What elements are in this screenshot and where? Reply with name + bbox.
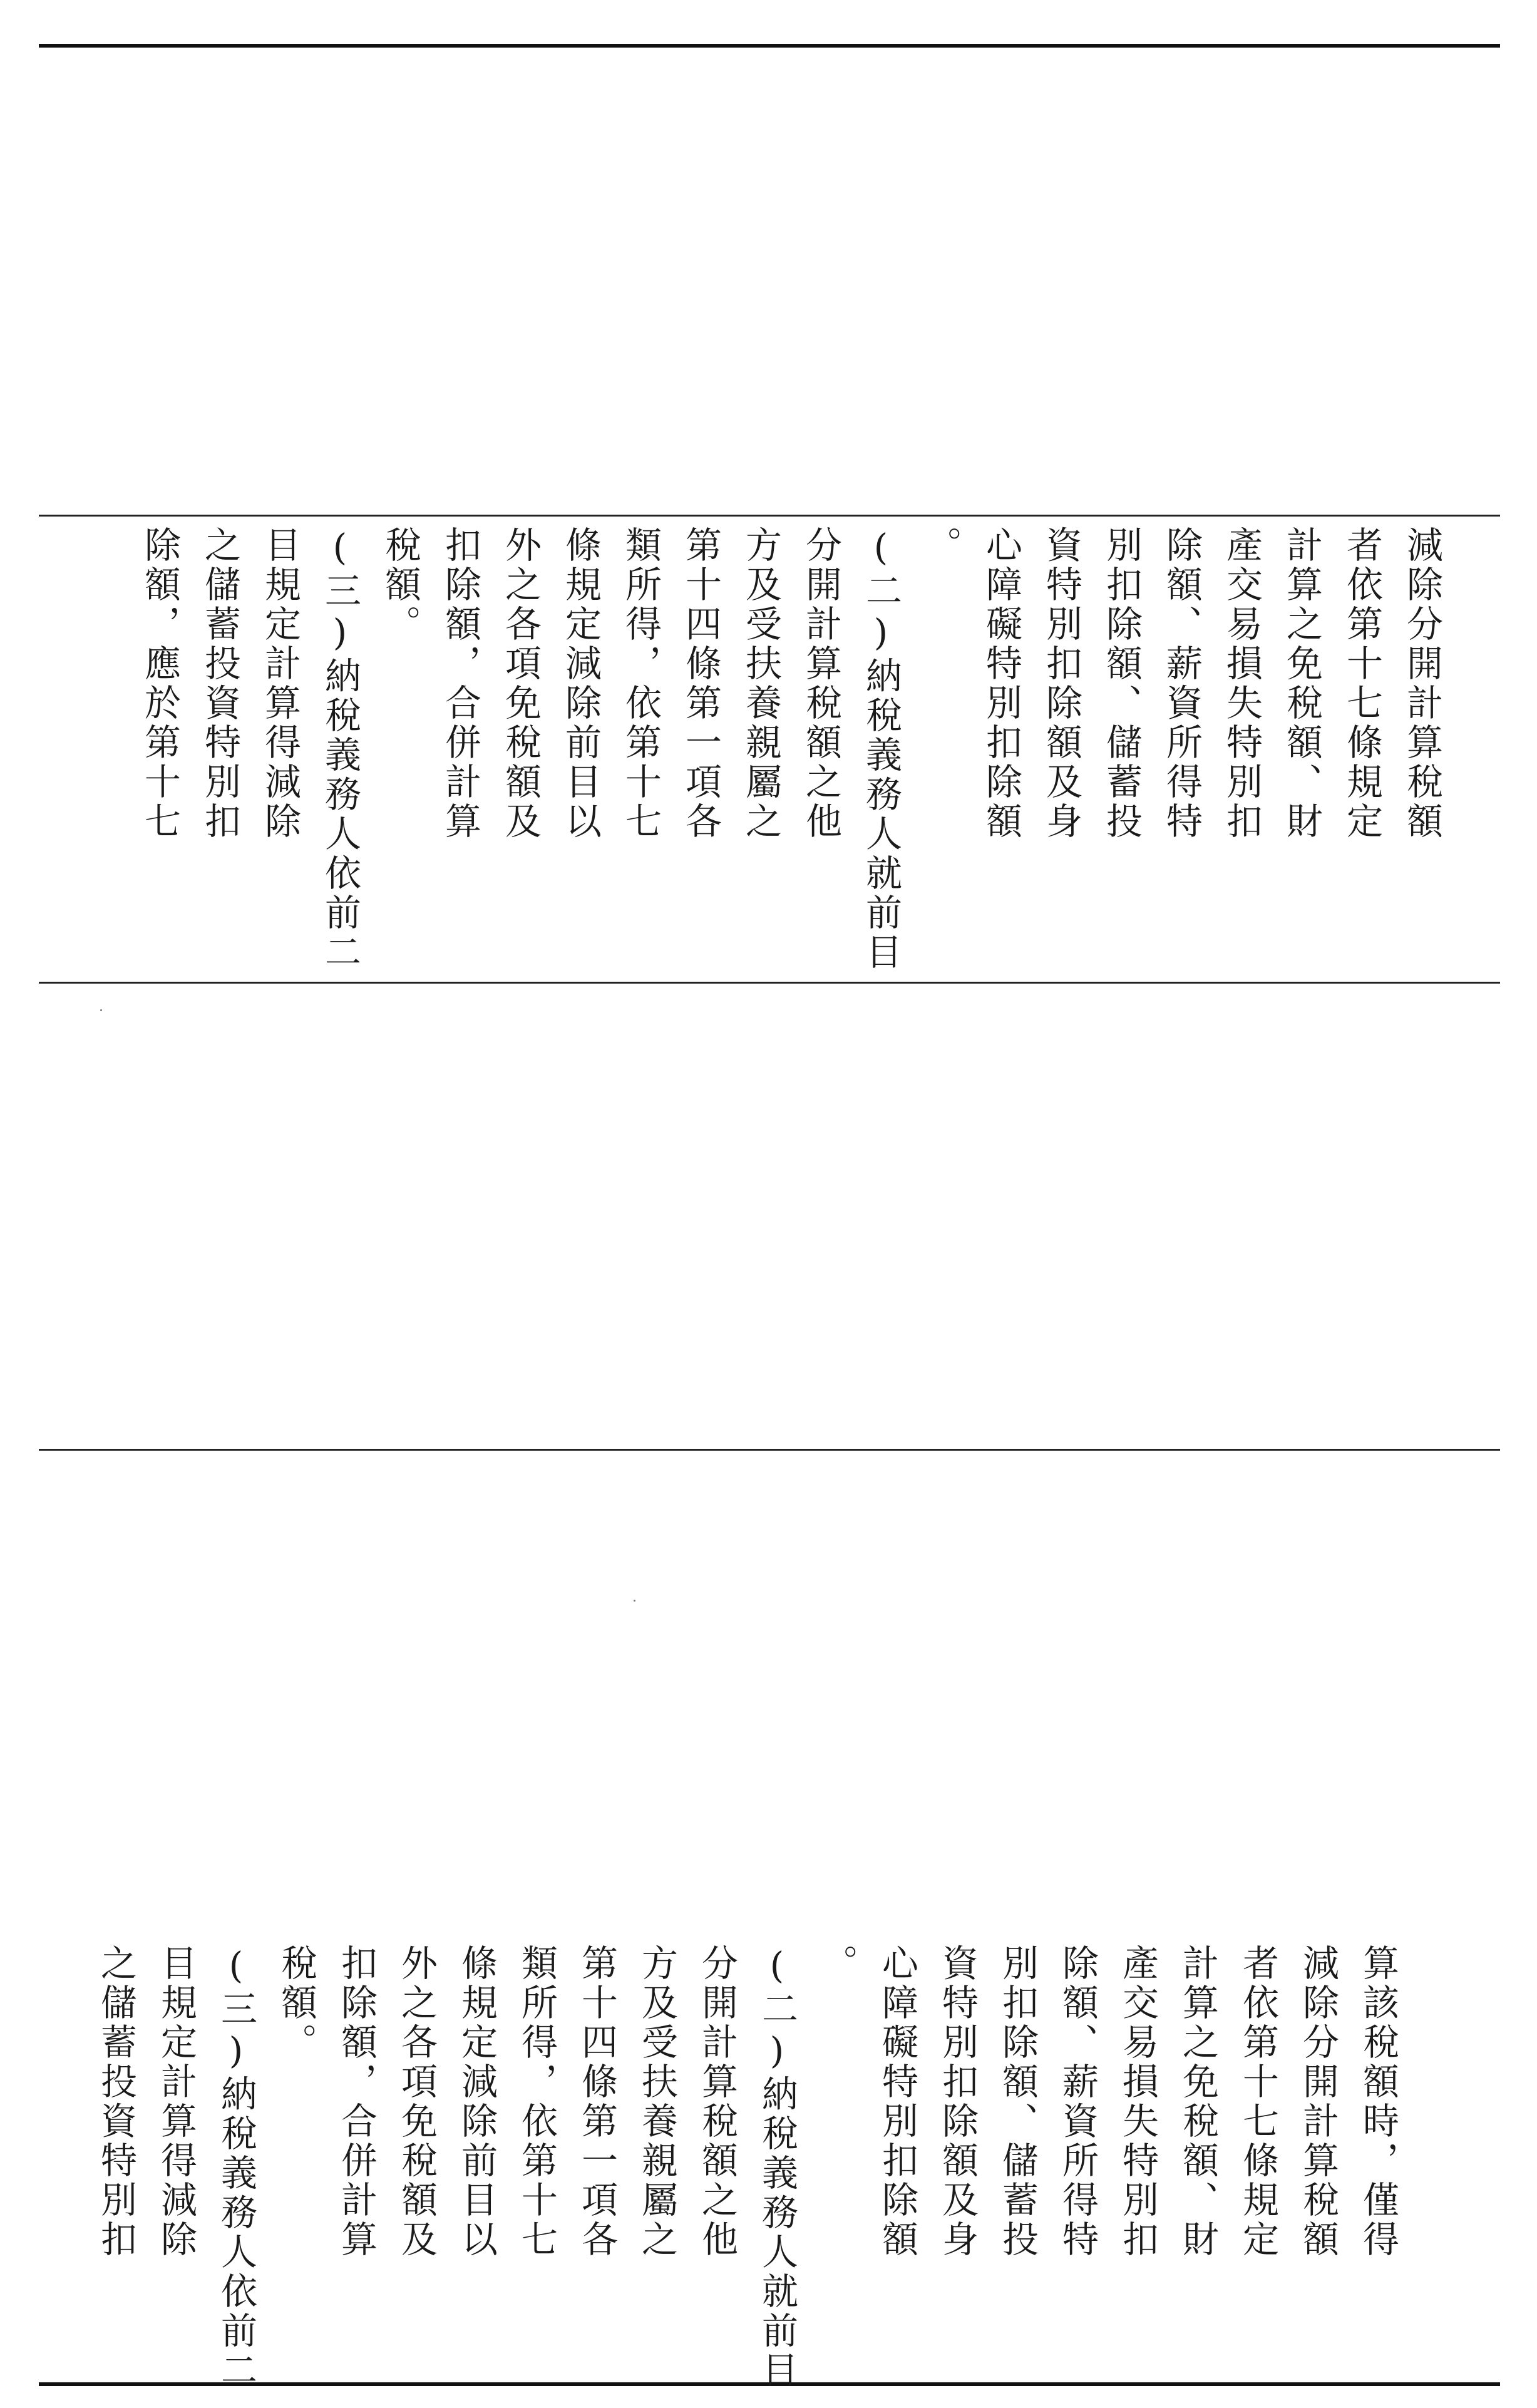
text-line: 別扣除額、儲蓄投 — [996, 1944, 1039, 2260]
text-line: (二)納稅義務人就前目 — [860, 526, 902, 972]
text-line: 之儲蓄投資特別扣 — [198, 526, 241, 841]
text-line: 稅額。 — [379, 526, 421, 644]
text-block-upper — [130, 526, 1452, 972]
text-line: 資特別扣除額及身 — [1040, 526, 1082, 841]
text-line: 。 — [920, 526, 962, 565]
text-line: 資特別扣除額及身 — [936, 1944, 979, 2260]
text-line: 外之各項免稅額及 — [395, 1944, 438, 2260]
text-line: 除額、薪資所得特 — [1160, 526, 1203, 841]
text-line: 目規定計算得減除 — [155, 1944, 197, 2260]
text-line: 稅額。 — [275, 1944, 317, 2062]
text-line: 扣除額，合併計算 — [439, 526, 481, 841]
text-line: 除額、薪資所得特 — [1056, 1944, 1099, 2260]
divider-rule-2 — [39, 982, 1500, 984]
text-line: 減除分開計算稅額 — [1297, 1944, 1339, 2260]
text-line: 分開計算稅額之他 — [799, 526, 842, 841]
text-line: 第十四條第一項各 — [575, 1944, 618, 2260]
text-line: 。 — [816, 1944, 858, 1984]
text-line: 心障礙特別扣除額 — [980, 526, 1022, 841]
text-line: 算該稅額時，僅得 — [1357, 1944, 1399, 2260]
text-line: 者依第十七條規定 — [1236, 1944, 1279, 2260]
text-line: 外之各項免稅額及 — [499, 526, 542, 841]
text-line: 目規定計算得減除 — [259, 526, 301, 841]
text-line: 者依第十七條規定 — [1340, 526, 1383, 841]
text-line: 第十四條第一項各 — [679, 526, 722, 841]
text-line: 產交易損失特別扣 — [1220, 526, 1263, 841]
text-line: 心障礙特別扣除額 — [876, 1944, 918, 2260]
scan-speck — [634, 1600, 635, 1602]
text-line: (三)納稅義務人依前二 — [215, 1944, 257, 2390]
text-line: 類所得，依第十七 — [515, 1944, 558, 2260]
text-line: 別扣除額、儲蓄投 — [1100, 526, 1143, 841]
text-line: 減除分開計算稅額 — [1401, 526, 1443, 841]
text-line: 計算之免稅額、財 — [1280, 526, 1323, 841]
text-line: 扣除額，合併計算 — [335, 1944, 378, 2260]
text-line: 分開計算稅額之他 — [696, 1944, 738, 2260]
text-line: 計算之免稅額、財 — [1176, 1944, 1219, 2260]
text-line: 產交易損失特別扣 — [1116, 1944, 1159, 2260]
text-line: (二)納稅義務人就前目 — [756, 1944, 798, 2390]
text-line: 方及受扶養親屬之 — [635, 1944, 678, 2260]
text-line: (三)納稅義務人依前二 — [319, 526, 361, 972]
text-line: 方及受扶養親屬之 — [739, 526, 782, 841]
text-line: 除額，應於第十七 — [138, 526, 181, 841]
text-block-lower — [86, 1944, 1408, 2390]
scan-speck — [100, 1009, 102, 1011]
top-border-rule — [39, 44, 1500, 48]
divider-rule-1 — [39, 515, 1500, 517]
text-line: 之儲蓄投資特別扣 — [95, 1944, 137, 2260]
text-line: 條規定減除前目以 — [455, 1944, 498, 2260]
divider-rule-3 — [39, 1449, 1500, 1451]
text-line: 類所得，依第十七 — [619, 526, 662, 841]
text-line: 條規定減除前目以 — [559, 526, 602, 841]
